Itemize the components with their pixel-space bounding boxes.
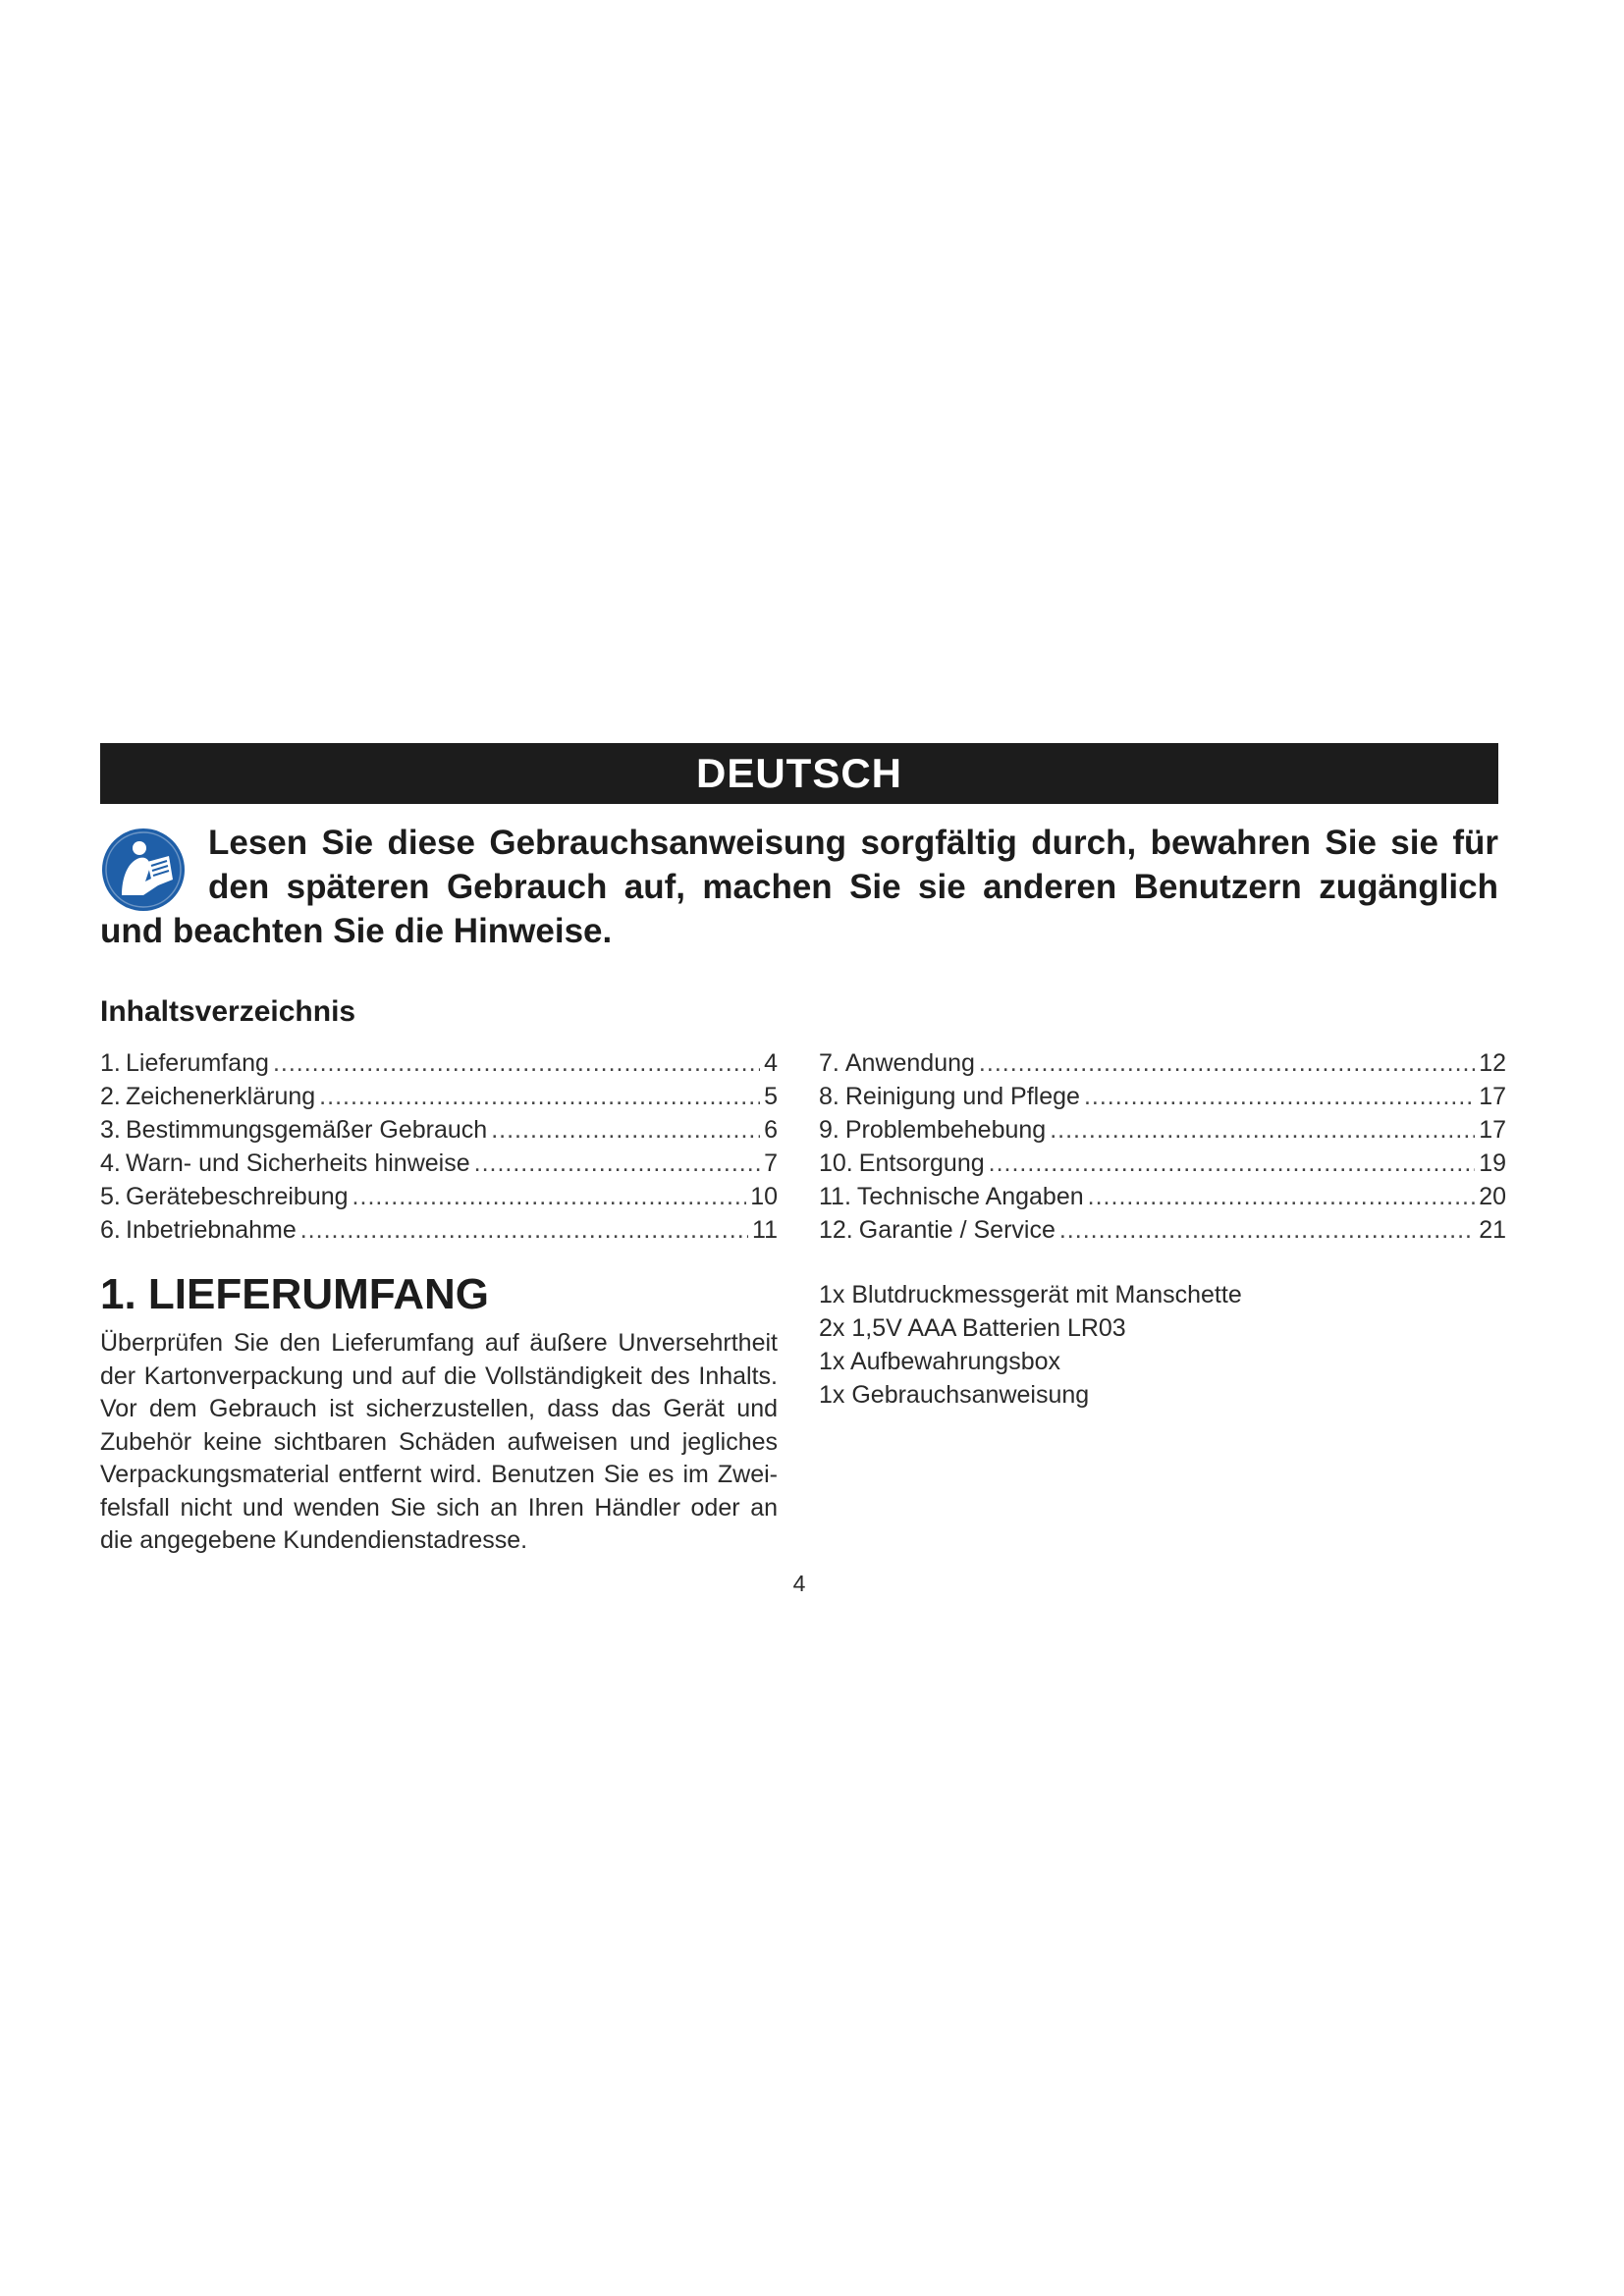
toc-leader-dots: [1088, 1180, 1476, 1213]
page-number: 4: [792, 1571, 806, 1596]
toc-entry[interactable]: [819, 1213, 1506, 1247]
language-banner-label: DEUTSCH: [695, 750, 902, 796]
toc-entry-number: 2.: [100, 1083, 121, 1110]
toc-entry-label: Entsorgung: [858, 1149, 985, 1177]
toc-entry-page: 12: [1479, 1049, 1506, 1077]
toc-entry-number: 8.: [819, 1083, 839, 1110]
toc-entry[interactable]: [819, 1180, 1506, 1213]
toc-leader-dots: [491, 1113, 760, 1147]
section-body: Überprüfen Sie den Lieferumfang auf äußere Unversehrtheit der Kartonverpackung und auf die Vollständigkeit des Inhalts. Vor dem Gebrauch ist sicherzustellen, dass das Gerät und Zubehör keine sichtbaren Schäden aufweisen und jegliches Verpackungsmaterial entfernt wird. Benutzen Sie es im Zweifelsfall nicht und wenden Sie sich an Ihren Händler oder an die angegebene Kundendienstadresse.: [100, 1329, 778, 1554]
list-item: 1x Blutdruckmessgerät mit Manschette: [819, 1281, 1242, 1308]
toc-leader-dots: [989, 1147, 1476, 1180]
toc-entry-label: Warn- und Sicherheits hinweise: [126, 1149, 470, 1177]
toc-entry-label: Technische Angaben: [856, 1183, 1084, 1210]
toc-leader-dots: [300, 1213, 748, 1247]
toc-entry-page: 21: [1479, 1216, 1506, 1244]
toc-entry-label: Reinigung und Pflege: [844, 1083, 1080, 1110]
toc-entry[interactable]: [100, 1180, 778, 1213]
toc-leader-dots: [1084, 1080, 1475, 1113]
toc-entry-page: 20: [1479, 1183, 1506, 1210]
toc-entry-page: 7: [764, 1149, 778, 1177]
toc-leader-dots: [474, 1147, 760, 1180]
toc-entry-page: 17: [1479, 1116, 1506, 1144]
toc-entry-page: 19: [1479, 1149, 1506, 1177]
toc-heading: Inhaltsverzeichnis: [100, 995, 356, 1028]
toc-entry-number: 5.: [100, 1183, 121, 1210]
toc-entry-number: 6.: [100, 1216, 121, 1244]
toc-entry[interactable]: [819, 1147, 1506, 1180]
toc-entry-label: Anwendung: [844, 1049, 975, 1077]
toc-entry[interactable]: [100, 1046, 778, 1080]
toc-leader-dots: [1050, 1113, 1475, 1147]
list-item: 1x Gebrauchsanweisung: [819, 1381, 1090, 1409]
toc-entry-number: 1.: [100, 1049, 121, 1077]
toc-entry-number: 9.: [819, 1116, 839, 1144]
toc-entry[interactable]: [819, 1046, 1506, 1080]
package-contents-list: [819, 1278, 1242, 1412]
toc-entry[interactable]: [819, 1113, 1506, 1147]
toc-entry-page: 17: [1479, 1083, 1506, 1110]
toc-entry-label: Garantie / Service: [858, 1216, 1056, 1244]
toc-leader-dots: [352, 1180, 747, 1213]
toc-entry[interactable]: [819, 1080, 1506, 1113]
toc-entry-label: Gerätebeschreibung: [126, 1183, 349, 1210]
language-banner: [100, 743, 1498, 804]
toc-entry[interactable]: [100, 1113, 778, 1147]
toc-entry-number: 4.: [100, 1149, 121, 1177]
toc-leader-dots: [319, 1080, 760, 1113]
toc-entry-number: 11.: [819, 1183, 851, 1210]
list-item: 1x Aufbewahrungsbox: [819, 1348, 1061, 1375]
toc-entry-page: 6: [764, 1116, 778, 1144]
toc-entry-number: 12.: [819, 1216, 853, 1244]
toc-entry-page: 10: [750, 1183, 778, 1210]
toc-entry-label: Lieferumfang: [126, 1049, 269, 1077]
toc-entry-page: 5: [764, 1083, 778, 1110]
toc-entry-label: Problembehebung: [844, 1116, 1047, 1144]
toc-entry[interactable]: [100, 1147, 778, 1180]
toc-leader-dots: [979, 1046, 1475, 1080]
toc-entry[interactable]: [100, 1213, 778, 1247]
safety-notice: Lesen Sie diese Gebrauchsanweisung sorgfältig durch, bewahren Sie sie für den späteren Gebrauch auf, machen Sie sie anderen Benutzern zugänglich und beachten Sie die Hinweise.: [100, 824, 1498, 950]
toc-entry-label: Inbetriebnahme: [126, 1216, 297, 1244]
list-item: 2x 1,5V AAA Batterien LR03: [819, 1314, 1126, 1342]
toc-column-left: [100, 1046, 778, 1247]
toc-leader-dots: [273, 1046, 760, 1080]
toc-column-right: [819, 1046, 1506, 1247]
section-title: 1. LIEFERUMFANG: [100, 1270, 490, 1318]
toc-entry-number: 10.: [819, 1149, 853, 1177]
toc-leader-dots: [1059, 1213, 1475, 1247]
toc-entry-page: 4: [764, 1049, 778, 1077]
toc-entry-label: Bestimmungsgemäßer Gebrauch: [126, 1116, 488, 1144]
toc-entry-number: 7.: [819, 1049, 839, 1077]
toc-entry[interactable]: [100, 1080, 778, 1113]
toc-entry-number: 3.: [100, 1116, 121, 1144]
toc-entry-label: Zeichenerklärung: [126, 1083, 316, 1110]
toc-entry-page: 11: [752, 1216, 778, 1244]
